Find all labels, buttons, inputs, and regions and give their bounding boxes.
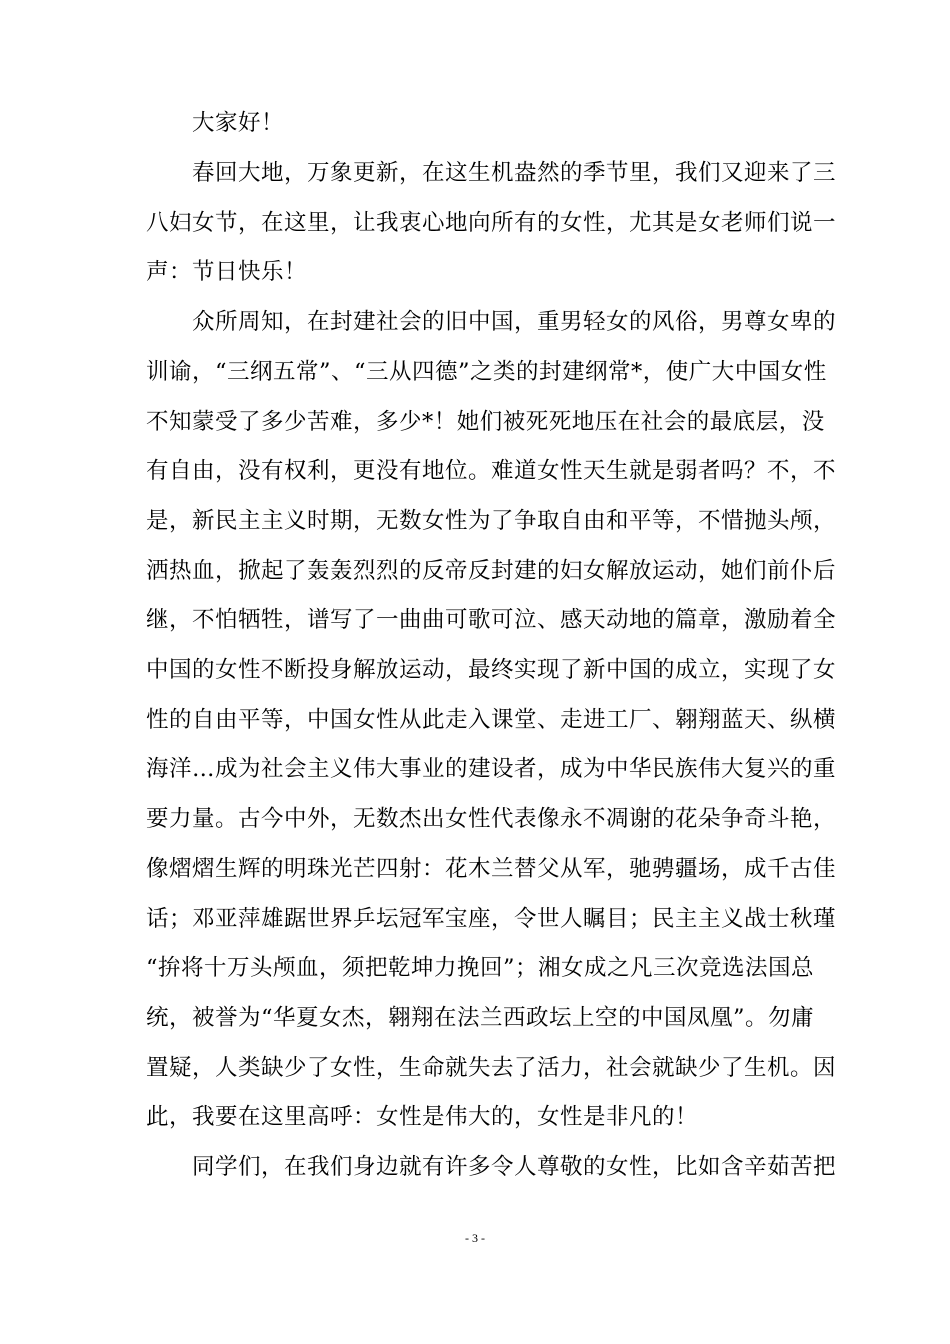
page-number: - 3 - [465, 1231, 485, 1245]
paragraph-1-line-3: 声：节日快乐！ [146, 259, 308, 285]
paragraph-2-line-6: 洒热血，掀起了轰轰烈烈的反帝反封建的妇女解放运动，她们前仆后 [146, 558, 837, 584]
paragraph-1-line-1: 春回大地，万象更新，在这生机盎然的季节里，我们又迎来了三 [192, 160, 837, 186]
paragraph-2-line-12: 像熠熠生辉的明珠光芒四射：花木兰替父从军，驰骋疆场，成千古佳 [146, 856, 837, 882]
paragraph-2-line-11: 要力量。古今中外，无数杰出女性代表像永不凋谢的花朵争奇斗艳， [146, 806, 837, 832]
paragraph-2-line-1: 众所周知，在封建社会的旧中国，重男轻女的风俗，男尊女卑的 [192, 309, 837, 335]
paragraph-2-line-9: 性的自由平等，中国女性从此走入课堂、走进工厂、翱翔蓝天、纵横 [146, 707, 837, 733]
paragraph-2-line-8: 中国的女性不断投身解放运动，最终实现了新中国的成立，实现了女 [146, 657, 837, 683]
paragraph-2-line-14: “拚将十万头颅血，须把乾坤力挽回”；湘女成之凡三次竞选法国总 [146, 955, 815, 981]
paragraph-2-line-3: 不知蒙受了多少苦难，多少*！她们被死死地压在社会的最底层，没 [146, 409, 825, 435]
paragraph-2-line-7: 继，不怕牺牲，谱写了一曲曲可歌可泣、感天动地的篇章，激励着全 [146, 607, 837, 633]
paragraph-2-line-2: 训谕，“三纲五常”、“三从四德”之类的封建纲常*，使广大中国女性 [146, 359, 827, 385]
greeting-line: 大家好！ [192, 110, 285, 136]
paragraph-2-line-15: 统，被誉为“华夏女杰，翱翔在法兰西政坛上空的中国凤凰”。勿庸 [146, 1005, 815, 1031]
paragraph-3-line-1: 同学们，在我们身边就有许多令人尊敬的女性，比如含辛茹苦把 [192, 1154, 837, 1180]
paragraph-2-line-5: 是，新民主主义时期，无数女性为了争取自由和平等，不惜抛头颅， [146, 508, 837, 534]
paragraph-2-line-13: 话；邓亚萍雄踞世界乒坛冠军宝座，令世人瞩目；民主主义战士秋瑾 [146, 906, 837, 932]
paragraph-1-line-2: 八妇女节，在这里，让我衷心地向所有的女性，尤其是女老师们说一 [146, 210, 837, 236]
paragraph-2-line-16: 置疑，人类缺少了女性，生命就失去了活力，社会就缺少了生机。因 [146, 1055, 837, 1081]
paragraph-2-line-10: 海洋…成为社会主义伟大事业的建设者，成为中华民族伟大复兴的重 [146, 756, 837, 782]
paragraph-2-line-17: 此，我要在这里高呼：女性是伟大的，女性是非凡的！ [146, 1104, 699, 1130]
paragraph-2-line-4: 有自由，没有权利，更没有地位。难道女性天生就是弱者吗？不，不 [146, 458, 837, 484]
